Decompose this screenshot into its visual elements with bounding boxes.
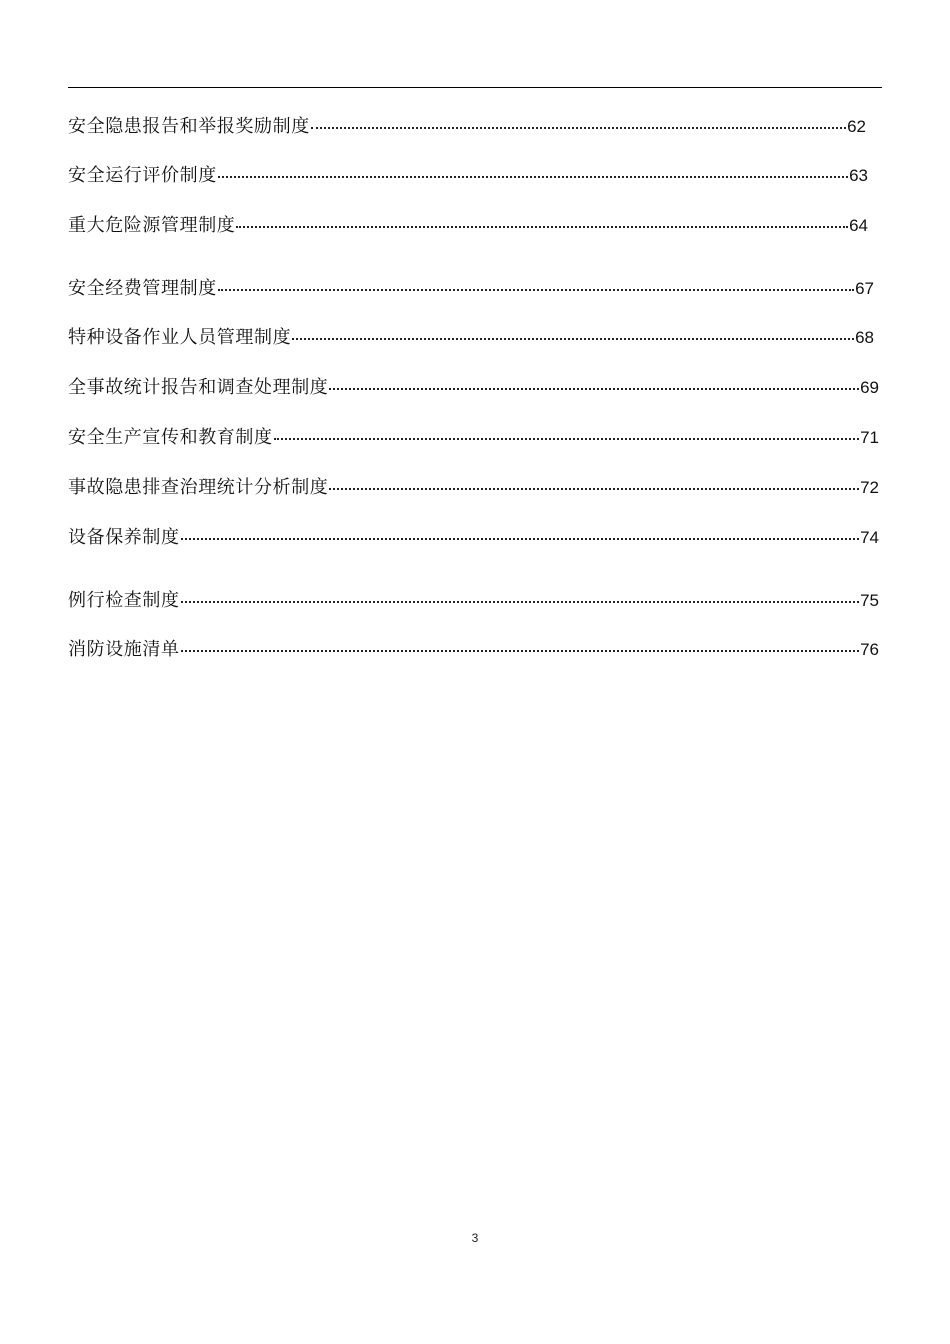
toc-entry-title: 例行检查制度 xyxy=(68,590,180,611)
toc-entry[interactable] xyxy=(68,210,868,238)
toc-dot-leader xyxy=(329,488,859,490)
toc-entry-title: 安全经费管理制度 xyxy=(68,278,217,299)
toc-dot-leader xyxy=(181,538,859,540)
toc-entry-page: 71 xyxy=(860,428,879,447)
toc-dot-leader xyxy=(329,388,859,390)
toc-dot-leader xyxy=(181,601,859,603)
toc-entry-title: 安全生产宣传和教育制度 xyxy=(68,427,273,448)
toc-entry[interactable] xyxy=(68,372,879,400)
toc-dot-leader xyxy=(292,338,854,340)
toc-entry-title: 特种设备作业人员管理制度 xyxy=(68,327,292,348)
page-number: 3 xyxy=(471,1231,479,1245)
toc-entry[interactable] xyxy=(68,585,879,613)
toc-entry-page: 62 xyxy=(847,117,866,136)
toc-entry[interactable] xyxy=(68,111,866,139)
toc-entry-page: 69 xyxy=(860,378,879,397)
toc-dot-leader xyxy=(181,650,859,652)
table-of-contents xyxy=(68,0,888,700)
toc-entry-title: 设备保养制度 xyxy=(68,527,180,548)
toc-entry-title: 消防设施清单 xyxy=(68,639,180,660)
toc-entry[interactable] xyxy=(68,634,879,662)
toc-entry-page: 74 xyxy=(860,528,879,547)
toc-dot-leader xyxy=(274,438,859,440)
toc-dot-leader xyxy=(218,289,854,291)
toc-entry-page: 72 xyxy=(860,478,879,497)
toc-entry-page: 63 xyxy=(849,166,868,185)
toc-entry-title: 安全运行评价制度 xyxy=(68,165,217,186)
toc-dot-leader xyxy=(311,127,846,129)
toc-dot-leader xyxy=(218,176,848,178)
toc-entry-title: 全事故统计报告和调查处理制度 xyxy=(68,377,329,398)
toc-entry-page: 76 xyxy=(860,640,879,659)
toc-entry[interactable] xyxy=(68,472,879,500)
toc-entry-page: 67 xyxy=(855,279,874,298)
toc-entry[interactable] xyxy=(68,522,879,550)
toc-entry[interactable] xyxy=(68,160,868,188)
toc-entry[interactable] xyxy=(68,322,874,350)
toc-entry[interactable] xyxy=(68,422,879,450)
toc-entry-title: 安全隐患报告和举报奖励制度 xyxy=(68,116,310,137)
toc-entry-title: 事故隐患排查治理统计分析制度 xyxy=(68,477,329,498)
toc-entry-title: 重大危险源管理制度 xyxy=(68,215,236,236)
toc-entry-page: 68 xyxy=(855,328,874,347)
toc-entry-page: 75 xyxy=(860,591,879,610)
toc-entry[interactable] xyxy=(68,273,874,301)
toc-dot-leader xyxy=(236,226,848,228)
toc-entry-page: 64 xyxy=(849,216,868,235)
